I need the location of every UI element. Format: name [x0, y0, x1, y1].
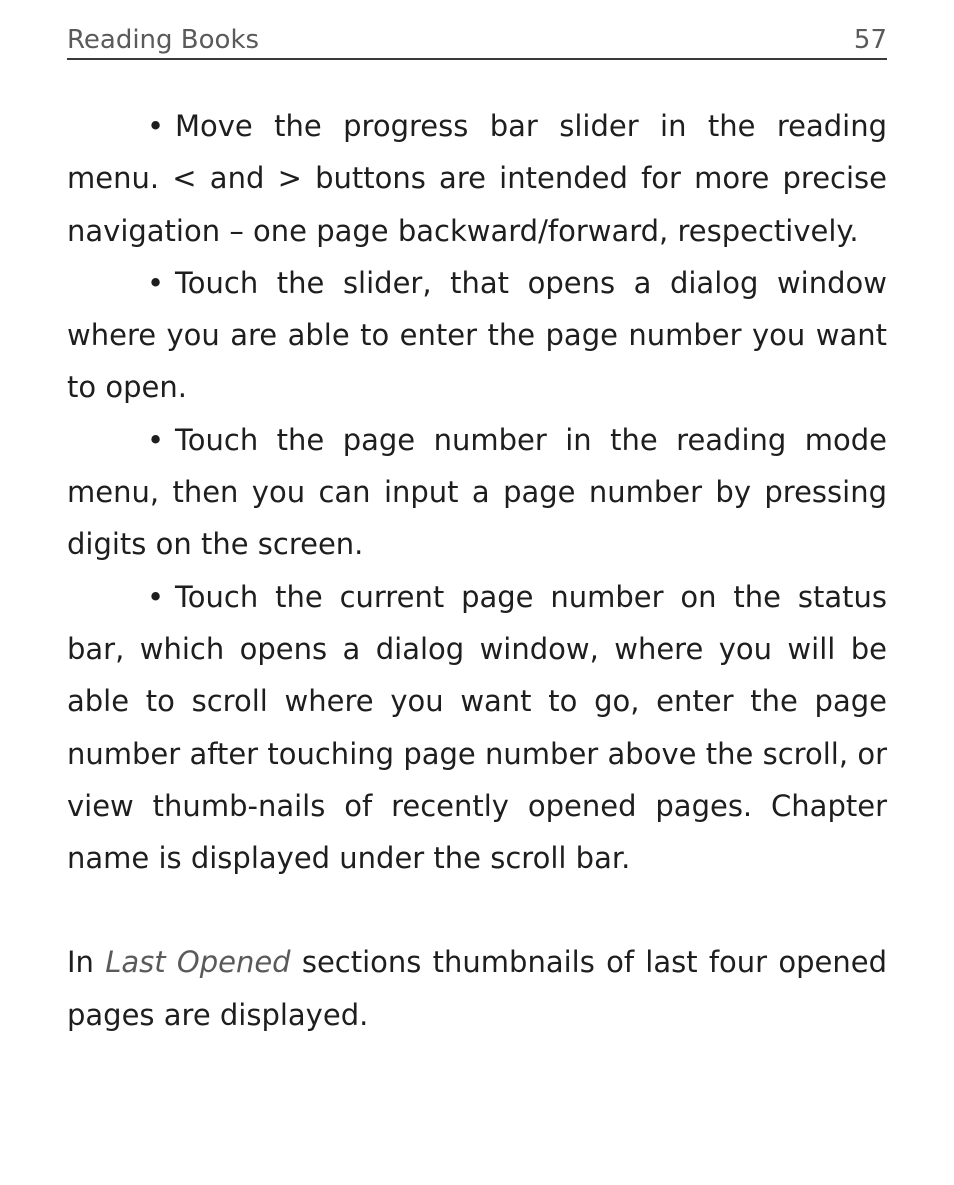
last-opened-term: Last Opened: [105, 945, 291, 980]
bullet-icon: •: [147, 579, 165, 614]
bullet-paragraph: [67, 414, 887, 571]
bullet-text: Move the progress bar slider in the reading menu. < and > buttons are intended for more precise navigation – one page backward/forward, respectively.: [67, 109, 887, 248]
paragraph-gap: [67, 884, 887, 936]
bullet-paragraph: [67, 571, 887, 885]
chapter-title: Reading Books: [67, 25, 260, 55]
closing-paragraph: [67, 936, 887, 1041]
bullet-icon: •: [147, 265, 165, 300]
bullet-paragraph: [67, 100, 887, 257]
bullet-paragraph: [67, 257, 887, 414]
closing-prefix: In: [67, 945, 106, 980]
bullet-text: Touch the page number in the reading mode menu, then you can input a page number by pressing digits on the screen.: [67, 422, 887, 562]
bullet-text: Touch the slider, that opens a dialog window where you are able to enter the page number you want to open.: [67, 265, 887, 405]
bullet-icon: •: [147, 109, 165, 143]
body-text: [67, 100, 887, 1041]
page-header: [67, 22, 887, 60]
bullet-text: Touch the current page number on the status bar, which opens a dialog window, where you will be able to scroll where you want to go, enter the page number after touching page number above the scroll, or view thumb-nails of recently opened pages. Chapter name is displayed under the scroll bar.: [67, 579, 887, 876]
bullet-icon: •: [147, 422, 165, 457]
page-number: 57: [853, 25, 887, 55]
closing-suffix: sections thumbnails of last four opened pages are displayed.: [67, 945, 887, 1032]
